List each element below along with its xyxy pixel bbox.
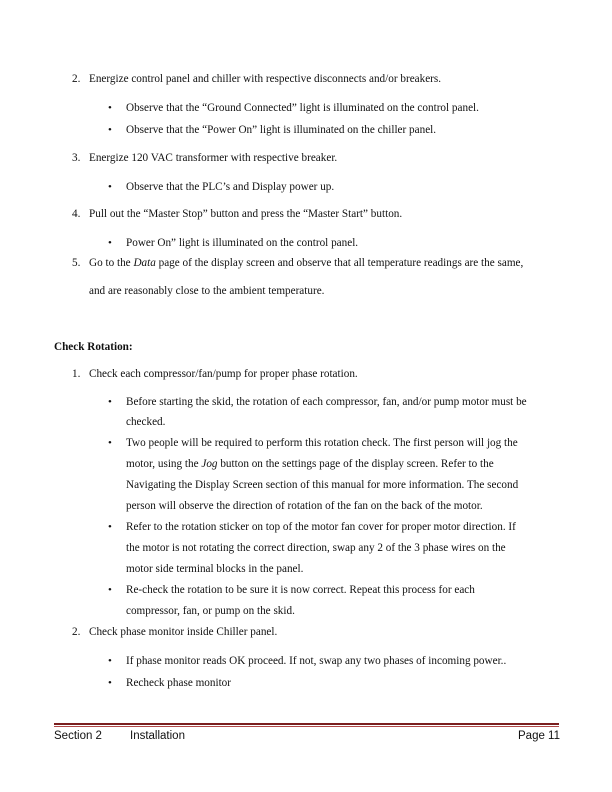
bullet-text: Observe that the “Ground Connected” light is illuminated on the control panel. <box>126 102 479 114</box>
step-number: 4. <box>72 208 81 220</box>
bullet-icon: • <box>108 102 112 114</box>
bullet-text-part: button on the settings page of the display screen. Refer to the <box>217 458 494 470</box>
bullet-icon: • <box>108 584 112 596</box>
bullet-text-continued: Navigating the Display Screen section of this manual for more information. The second <box>126 479 519 491</box>
bullet-text-continued: compressor, fan, or pump on the skid. <box>126 605 295 617</box>
bullet-icon: • <box>108 396 112 408</box>
bullet-text: Re-check the rotation to be sure it is now correct. Repeat this process for each <box>126 584 475 596</box>
step-text: Energize control panel and chiller with respective disconnects and/or breakers. <box>89 73 442 85</box>
bullet-text-emphasis: Jog <box>201 458 218 470</box>
section-heading: Check Rotation: <box>54 341 133 353</box>
bullet-icon: • <box>108 181 112 193</box>
step-number: 3. <box>72 152 81 164</box>
bullet-text-continued <box>126 458 494 471</box>
bullet-text-part: motor, using the <box>126 458 202 470</box>
bullet-text: Observe that the PLC’s and Display power up. <box>126 181 335 193</box>
step-text-emphasis: Data <box>133 257 156 269</box>
step-text <box>89 257 523 270</box>
bullet-text: Recheck phase monitor <box>126 677 232 689</box>
bullet-text: Before starting the skid, the rotation of each compressor, fan, and/or pump motor must be <box>126 396 527 408</box>
step-number: 2. <box>72 626 81 638</box>
step-text: Pull out the “Master Stop” button and press the “Master Start” button. <box>89 208 403 220</box>
step-number: 5. <box>72 257 81 269</box>
bullet-text-continued: the motor is not rotating the correct direction, swap any 2 of the 3 phase wires on the <box>126 542 506 554</box>
bullet-icon: • <box>108 437 112 449</box>
footer-section: Section 2 <box>54 730 102 742</box>
bullet-icon: • <box>108 521 112 533</box>
bullet-text-continued: checked. <box>126 416 166 428</box>
step-text-continued: and are reasonably close to the ambient temperature. <box>89 285 325 297</box>
bullet-icon: • <box>108 677 112 689</box>
bullet-text: Observe that the “Power On” light is illuminated on the chiller panel. <box>126 124 437 136</box>
bullet-icon: • <box>108 655 112 667</box>
bullet-text: Refer to the rotation sticker on top of the motor fan cover for proper motor direction. If <box>126 521 516 533</box>
footer-title: Installation <box>130 730 185 742</box>
step-text: Check each compressor/fan/pump for proper phase rotation. <box>89 368 358 380</box>
bullet-text: Power On” light is illuminated on the control panel. <box>126 237 359 249</box>
footer-page-number: Page 11 <box>518 730 560 742</box>
step-text-part: page of the display screen and observe that all temperature readings are the same, <box>155 257 524 269</box>
footer-rule-thin <box>54 726 559 727</box>
step-number: 2. <box>72 73 81 85</box>
bullet-text-continued: person will observe the direction of rotation of the fan on the back of the motor. <box>126 500 483 512</box>
step-text-part: Go to the <box>89 257 134 269</box>
bullet-text: If phase monitor reads OK proceed. If not, swap any two phases of incoming power.. <box>126 655 507 667</box>
step-number: 1. <box>72 368 81 380</box>
bullet-text: Two people will be required to perform this rotation check. The first person will jog the <box>126 437 518 449</box>
footer-rule <box>54 723 559 725</box>
step-text: Check phase monitor inside Chiller panel. <box>89 626 278 638</box>
step-text: Energize 120 VAC transformer with respective breaker. <box>89 152 338 164</box>
bullet-text-continued: motor side terminal blocks in the panel. <box>126 563 304 575</box>
bullet-icon: • <box>108 124 112 136</box>
bullet-icon: • <box>108 237 112 249</box>
